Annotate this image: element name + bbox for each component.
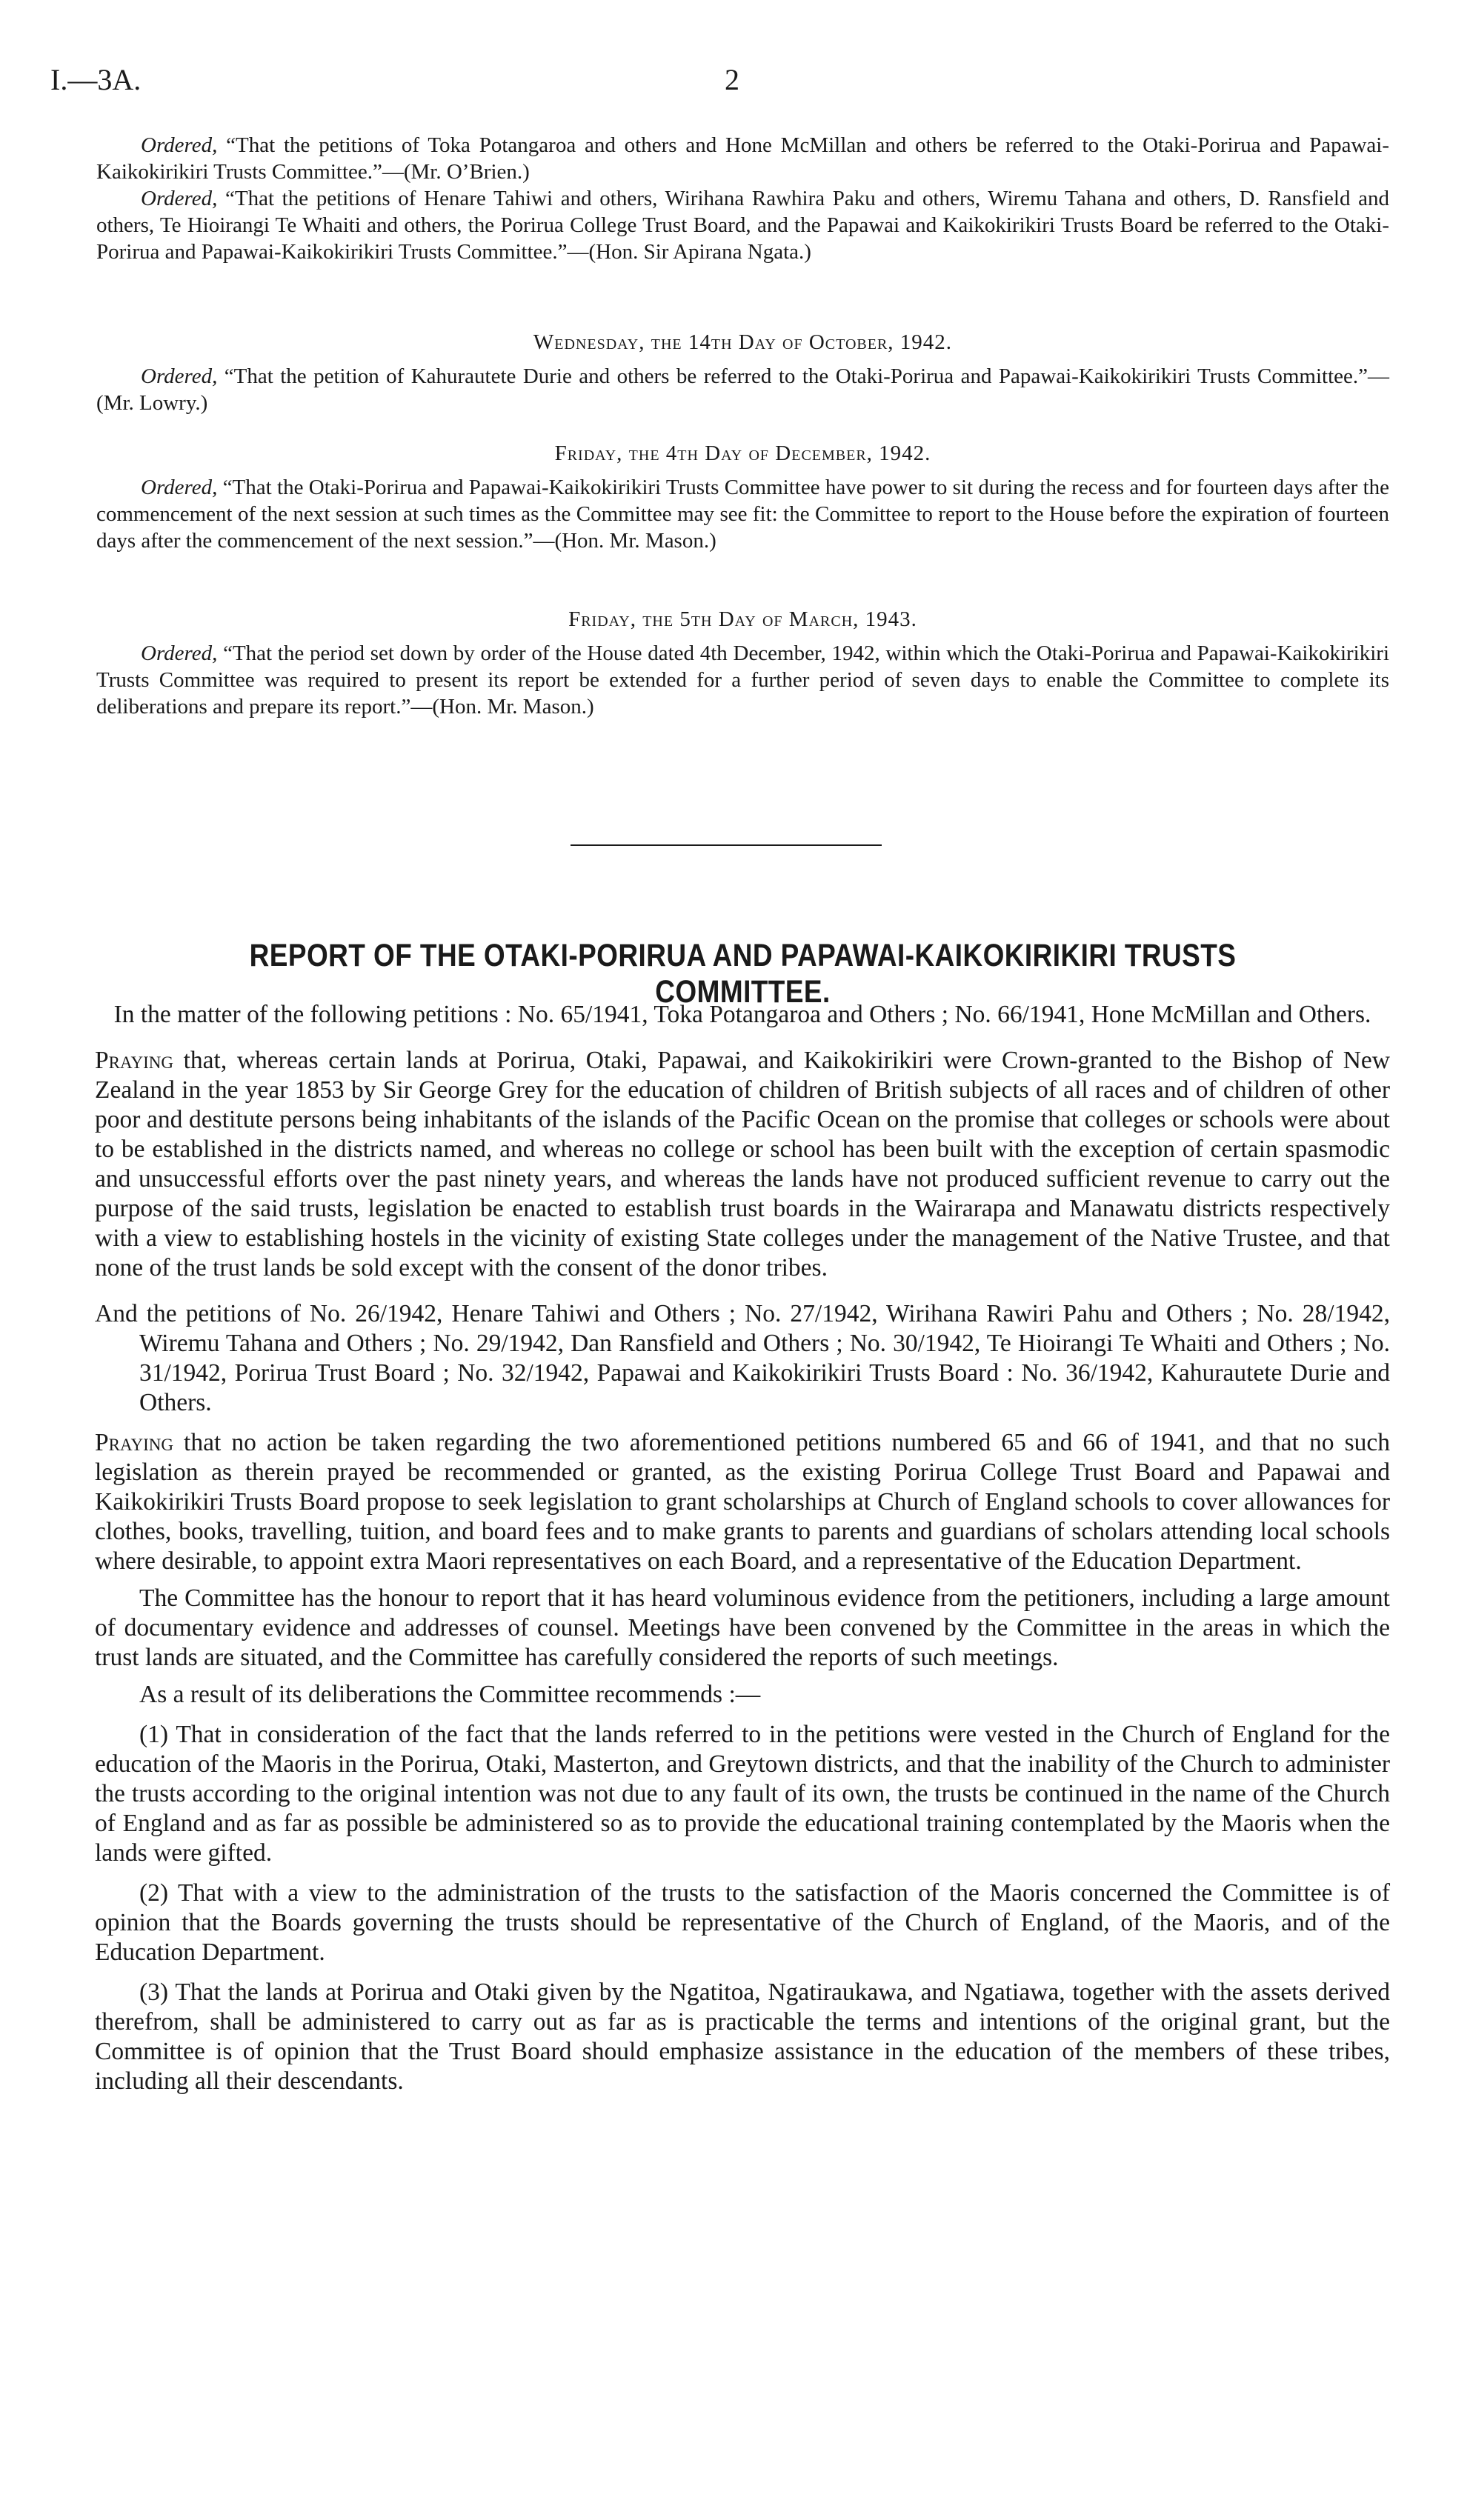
order-paragraph — [96, 640, 1389, 720]
recommendation-2: (2) That with a view to the administration of the trusts to the satisfaction of the Maoris concerned the Committee is of opinion that the Boards governing the trusts should be representative of the Church of England, of the Maoris, and of the Education Department. — [95, 1879, 1390, 1966]
dateline-3: Friday, the 5th Day of March, 1943. — [568, 607, 917, 631]
document-reference: I.—3A. — [50, 63, 142, 96]
matter-paragraph: In the matter of the following petitions : No. 65/1941, Toka Potangaroa and Others ; No. 66/1941, Hone McMillan and Others. — [113, 1001, 1371, 1028]
order-text: “That the petitions of Toka Potangaroa and others and Hone McMillan and others be referred to the Otaki-Porirua and Papawai-Kaikokirikiri Trusts Committee.”—(Mr. O’Brien.) — [96, 133, 1389, 184]
recommends-line: As a result of its deliberations the Committee recommends :— — [139, 1681, 761, 1708]
order-block-2 — [96, 363, 1389, 416]
report-title: REPORT OF THE OTAKI-PORIRUA AND PAPAWAI-KAIKOKIRIKIRI TRUSTS COMMITTEE. — [249, 938, 1237, 1010]
section-divider — [571, 844, 882, 846]
order-text: “That the petition of Kahurautete Durie and others be referred to the Otaki-Porirua and Papawai-Kaikokirikiri Trusts Committee.”—(Mr. Lowry.) — [96, 364, 1390, 415]
praying-paragraph-1 — [95, 1046, 1390, 1283]
praying-text: that no action be taken regarding the two aforementioned petitions numbered 65 and 66 of 1941, and that no such legislation as therein prayed be recommended or granted, as the existing Porirua College Trust Board and Papawai and Kaikokirikiri Trusts Board propose to seek legislation to grant scholarships at Church of England schools to cover allowances for clothes, books, travelling, tuition, and board fees and to make grants to parents and guardians of scholars attending local schools where desirable, to appoint extra Maori representatives on each Board, and a representative of the Education Department. — [95, 1429, 1390, 1575]
order-lead: Ordered, — [141, 187, 218, 210]
praying-paragraph-2 — [95, 1428, 1390, 1576]
report-body — [95, 1000, 1390, 2096]
order-lead: Ordered, — [141, 476, 218, 499]
dateline-1: Wednesday, the 14th Day of October, 1942. — [533, 330, 953, 354]
order-text: “That the petitions of Henare Tahiwi and others, Wirihana Rawhira Paku and others, Wiremu Tahana and others, D. Ransfield and others, Te Hioirangi Te Whaiti and others, the Porirua College Trust Board, and the Papawai and Kaikokirikiri Trusts Board be referred to the Otaki-Porirua and Papawai-Kaikokirikiri Trusts Committee.”—(Hon. Sir Apirana Ngata.) — [96, 187, 1389, 264]
order-lead: Ordered, — [141, 364, 218, 388]
order-text: “That the period set down by order of the House dated 4th December, 1942, within which the Otaki-Porirua and Papawai-Kaikokirikiri Trusts Committee was required to present its report be extended for a further period of seven days to enable the Committee to complete its deliberations and prepare its report.”—(Hon. Mr. Mason.) — [96, 641, 1389, 719]
honour-paragraph: The Committee has the honour to report that it has heard voluminous evidence from the petitioners, including a large amount of documentary evidence and addresses of counsel. Meetings have been convened by the Committee in the areas in which the trust lands are situated, and the Committee has carefully considered the reports of such meetings. — [95, 1584, 1390, 1671]
order-paragraph — [96, 185, 1389, 265]
order-lead: Ordered, — [141, 641, 218, 665]
order-text: “That the Otaki-Porirua and Papawai-Kaikokirikiri Trusts Committee have power to sit during the recess and for fourteen days after the commencement of the next session at such times as the Committee may see fit: the Committee to report to the House before the expiration of fourteen days after the commencement of the next session.”—(Hon. Mr. Mason.) — [96, 476, 1389, 553]
order-lead: Ordered, — [141, 133, 218, 157]
order-paragraph — [96, 474, 1389, 554]
praying-lead: Praying — [95, 1047, 173, 1074]
page-number: 2 — [725, 63, 739, 96]
recommendation-3: (3) That the lands at Porirua and Otaki given by the Ngatitoa, Ngatiraukawa, and Ngatiawa, together with the assets derived therefrom, shall be administered to carry out as far as is practicable the terms and intentions of the original grant, but the Committee is of opinion that the Trust Board should emphasize assistance in the education of the members of these tribes, including all their descendants. — [95, 1979, 1390, 2095]
recommendation-1: (1) That in consideration of the fact that the lands referred to in the petitions were vested in the Church of England for the education of the Maoris in the Porirua, Otaki, Masterton, and Greytown districts, and that the inability of the Church to administer the trusts according to the original intention was not due to any fault of its own, the trusts be continued in the name of the Church of England and as far as possible be administered so as to provide the educational training contemplated by the Maoris when the lands were gifted. — [95, 1721, 1390, 1867]
order-paragraph — [96, 363, 1389, 416]
and-petitions-paragraph: And the petitions of No. 26/1942, Henare Tahiwi and Others ; No. 27/1942, Wirihana Rawiri Pahu and Others ; No. 28/1942, Wiremu Tahana and Others ; No. 29/1942, Dan Ransfield and Others ; No. 30/1942, Te Hioirangi Te Whaiti and Others ; No. 31/1942, Porirua Trust Board ; No. 32/1942, Papawai and Kaikokirikiri Trusts Board : No. 36/1942, Kahurautete Durie and Others. — [95, 1300, 1390, 1416]
order-block-4 — [96, 640, 1389, 720]
order-block-1 — [96, 132, 1389, 265]
praying-lead: Praying — [95, 1429, 173, 1456]
praying-text: that, whereas certain lands at Porirua, Otaki, Papawai, and Kaikokirikiri were Crown-granted to the Bishop of New Zealand in the year 1853 by Sir George Grey for the education of children of British subjects of all races and of children of other poor and destitute persons being inhabitants of the islands of the Pacific Ocean on the promise that colleges or schools were about to be established in the districts named, and whereas no college or school has been built with the exception of certain spasmodic and unsuccessful efforts over the past ninety years, and whereas the lands have not produced sufficient revenue to carry out the purpose of the said trusts, legislation be enacted to establish trust boards in the Wairarapa and Manawatu districts respectively with a view to establishing hostels in the vicinity of existing State colleges under the management of the Native Trustee, and that none of the trust lands be sold except with the consent of the donor tribes. — [95, 1047, 1390, 1281]
dateline-2: Friday, the 4th Day of December, 1942. — [554, 441, 931, 465]
order-paragraph — [96, 132, 1389, 185]
order-block-3 — [96, 474, 1389, 554]
